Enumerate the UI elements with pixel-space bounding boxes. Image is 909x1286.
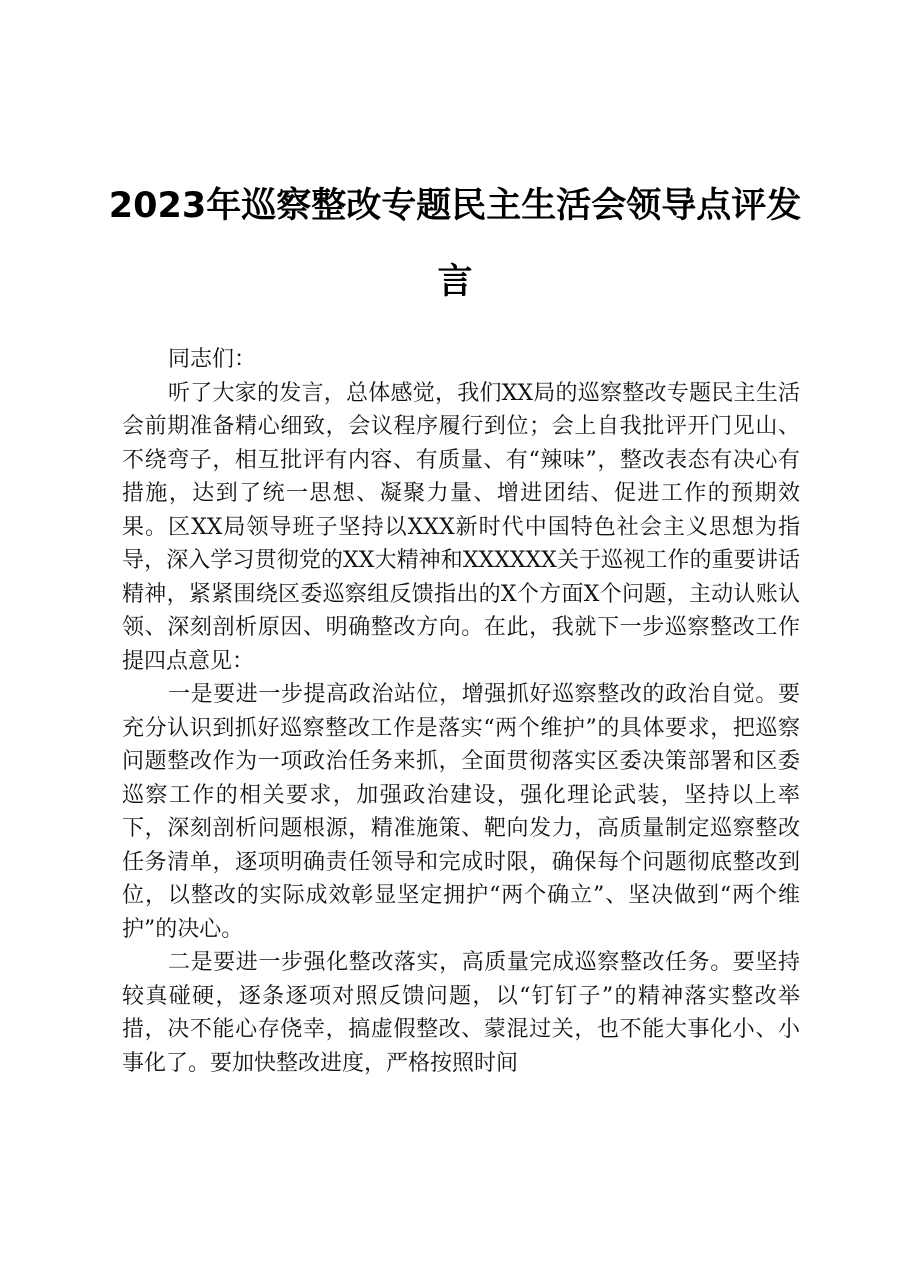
document-title: 2023年巡察整改专题民主生活会领导点评发言 (108, 186, 802, 302)
salutation: 同志们： (168, 347, 257, 372)
paragraph-intro: 听了大家的发言，总体感觉，我们XX局的巡察整改专题民主生活会前期准备精心细致，会议程序履行到位；会上自我批评开门见山、不绕弯子，相互批评有内容、有质量、有“辣味”，整改表态有决心有措施，达到了统一思想、凝聚力量、增进团结、促进工作的预期效果。区XX局领导班子坚持以XXX新时代中国特色社会主义思想为指导，深入学习贯彻党的XX大精神和XXXXXX关于巡视工作的重要讲话精神，紧紧围绕区委巡察组反馈指出的X个方面X个问题，主动认账认领、深刻剖析原因、明确整改方向。在此，我就下一步巡察整改工作提四点意见： (122, 380, 800, 674)
document-body (122, 343, 800, 1080)
paragraph-point-two: 二是要进一步强化整改落实，高质量完成巡察整改任务。要坚持较真碰硬，逐条逐项对照反馈问题，以“钉钉子”的精神落实整改举措，决不能心存侥幸，搞虚假整改、蒙混过关，也不能大事化小、小事化了。要加快整改进度，严格按照时间 (122, 950, 800, 1076)
paragraph-point-one: 一是要进一步提高政治站位，增强抓好巡察整改的政治自觉。要充分认识到抓好巡察整改工作是落实“两个维护”的具体要求，把巡察问题整改作为一项政治任务来抓，全面贯彻落实区委决策部署和区委巡察工作的相关要求，加强政治建设，强化理论武装，坚持以上率下，深刻剖析问题根源，精准施策、靶向发力，高质量制定巡察整改任务清单，逐项明确责任领导和完成时限，确保每个问题彻底整改到位，以整改的实际成效彰显坚定拥护“两个确立”、坚决做到“两个维护”的决心。 (122, 682, 800, 942)
